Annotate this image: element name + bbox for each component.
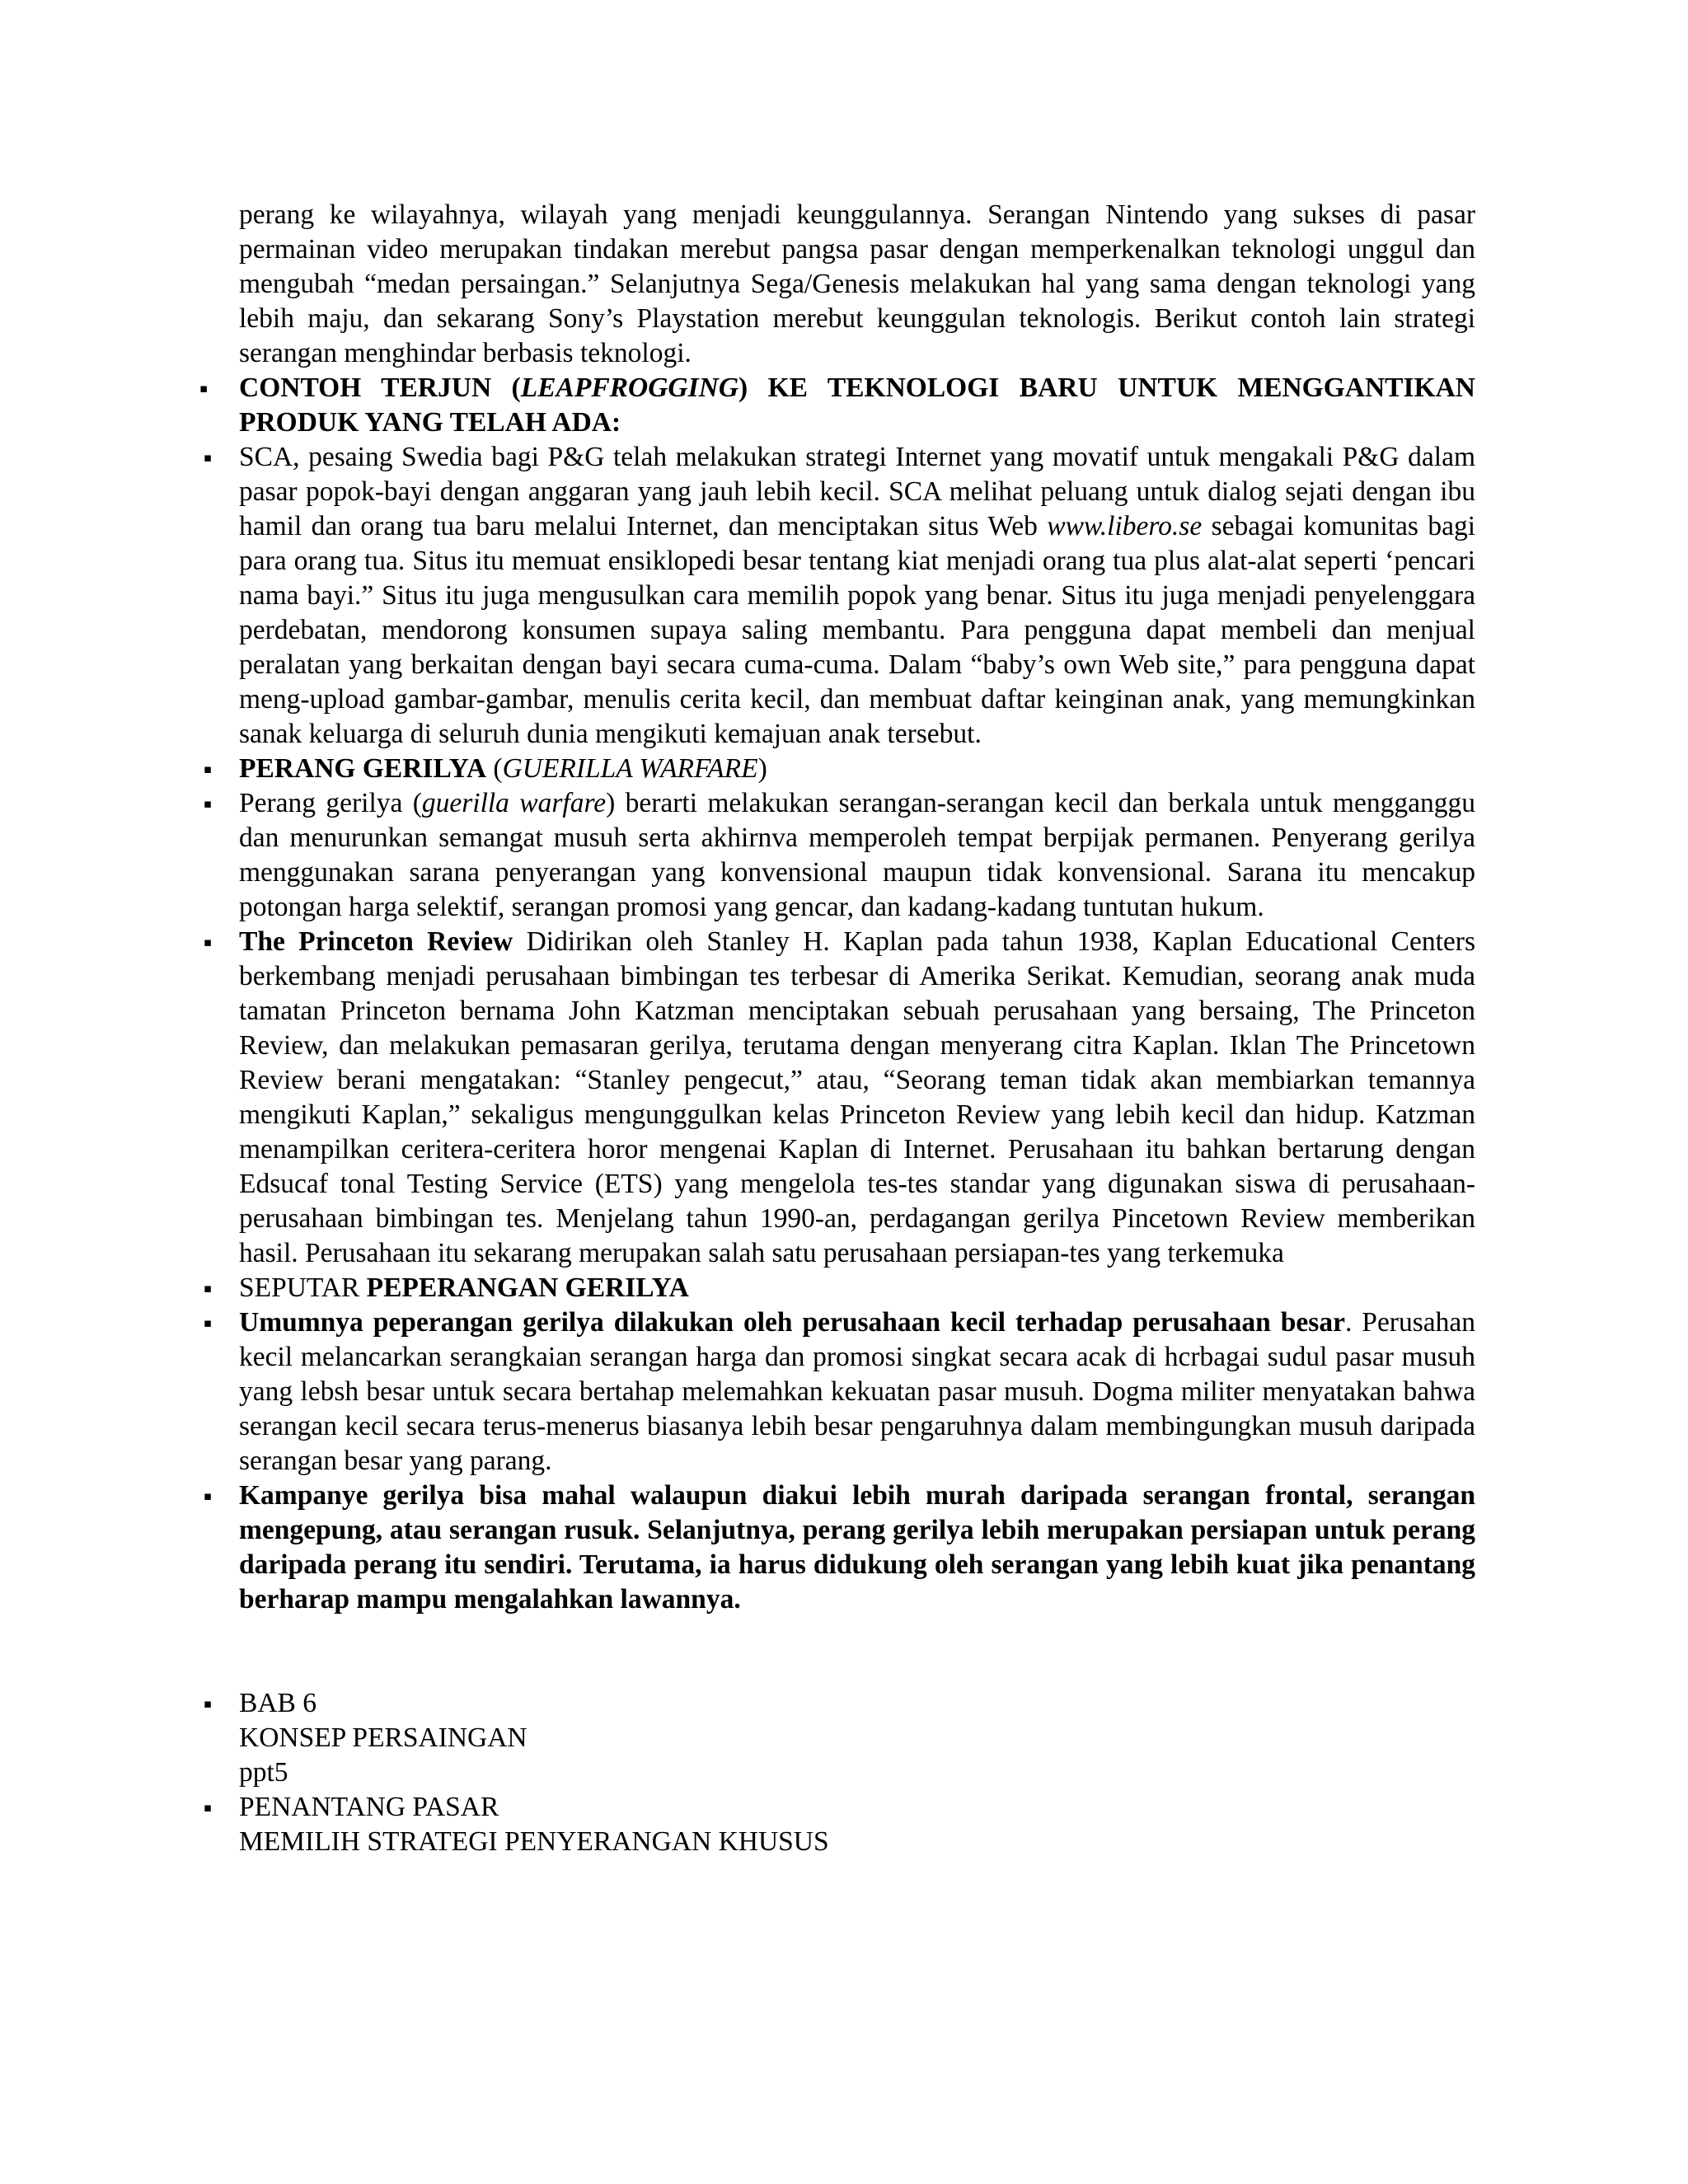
heading-text-part2: ) KE TEKNOLOGI BARU UNTUK MENGGANTIKAN PRODUK YANG TELAH ADA: xyxy=(239,373,1475,438)
list-item-guerilla-heading xyxy=(203,752,1475,786)
sca-text-2: sebagai komunitas bagi para orang tua. Situs itu memuat ensiklopedi besar tentang kiat menjadi orang tua plus alat-alat seperti ‘pencari nama bayi.” Situs itu juga mengusulkan cara memilih popok yang benar. Situs itu juga menjadi penyelenggara perdebatan, mendorong konsumen supaya saling membantu. Para pengguna dapat membeli dan menjual peralatan yang berkaitan dengan bayi secara cuma-cuma. Dalam “baby’s own Web site,” para pengguna dapat meng-upload gambar-gambar, menulis cerita kecil, dan membuat daftar keinginan anak, yang memungkinkan sanak keluarga di seluruh dunia mengikuti kemajuan anak tersebut. xyxy=(239,511,1475,749)
list-item-kampanye xyxy=(203,1479,1475,1617)
list-item-guerilla-definition xyxy=(203,786,1475,925)
bullet-icon: ▪ xyxy=(203,1800,213,1815)
intro-paragraph: perang ke wilayahnya, wilayah yang menjadi keunggulannya. Serangan Nintendo yang sukses di pasar permainan video merupakan tindakan merebut pangsa pasar dengan memperkenalkan teknologi unggul dan mengubah “medan persaingan.” Selanjutnya Sega/Genesis melakukan hal yang sama dengan teknologi yang lebih maju, dan sekarang Sony’s Playstation merebut keunggulan teknologis. Berikut contoh lain strategi serangan menghindar berbasis teknologi. xyxy=(239,199,1475,368)
guerilla-def-italic: guerilla warfare xyxy=(421,788,607,818)
list-item-umumnya xyxy=(203,1305,1475,1479)
heading-text-italic: LEAPFROGGING xyxy=(520,373,739,403)
document-page xyxy=(199,198,1475,1859)
guerilla-heading-bold: PERANG GERILYA xyxy=(239,753,487,784)
seputar-bold: PEPERANGAN GERILYA xyxy=(366,1272,689,1303)
bullet-icon: ▪ xyxy=(199,381,209,396)
bullet-icon: ▪ xyxy=(203,1281,213,1296)
heading-text-part1: CONTOH TERJUN ( xyxy=(239,373,521,403)
bullet-icon: ▪ xyxy=(203,1488,213,1503)
list-item-sca xyxy=(203,440,1475,752)
list-item-penantang xyxy=(203,1790,1475,1859)
bab6-line-1: BAB 6 xyxy=(239,1688,317,1718)
sca-text-1: SCA, pesaing Swedia bagi P&G telah melakukan strategi Internet yang movatif untuk mengakali P&G dalam pasar popok-bayi dengan anggaran yang jauh lebih kecil. SCA melihat peluang untuk dialog sejati dengan ibu hamil dan orang tua baru melalui Internet, dan menciptakan situs Web xyxy=(239,442,1475,541)
bullet-icon: ▪ xyxy=(203,1315,213,1330)
guerilla-def-text-1: Perang gerilya ( xyxy=(239,788,422,818)
bullet-icon: ▪ xyxy=(203,762,213,776)
list-item-seputar xyxy=(203,1271,1475,1305)
guerilla-heading-italic: GUERILLA WARFARE xyxy=(502,753,758,784)
penantang-line-2: MEMILIH STRATEGI PENYERANGAN KHUSUS xyxy=(239,1826,829,1857)
umumnya-text: . Perusahan kecil melancarkan serangkaian serangan harga dan promosi singkat secara acak di hcrbagai sudul pasar musuh yang lebsh besar untuk secara bertahap melemahkan kekuatan pasar musuh. Dogma militer menyatakan bahwa serangan kecil secara terus-menerus biasanya lebih besar pengaruhnya dalam membingungkan musuh daripada serangan besar yang parang. xyxy=(239,1307,1475,1476)
bullet-icon: ▪ xyxy=(203,1696,213,1711)
bullet-icon: ▪ xyxy=(203,796,213,811)
sca-website-link: www.libero.se xyxy=(1047,511,1203,541)
bullet-icon: ▪ xyxy=(203,450,213,465)
penantang-line-1: PENANTANG PASAR xyxy=(239,1792,499,1822)
umumnya-bold: Umumnya peperangan gerilya dilakukan oleh perusahaan kecil terhadap perusahaan besar xyxy=(239,1307,1345,1338)
kampanye-bold: Kampanye gerilya bisa mahal walaupun diakui lebih murah daripada serangan frontal, serangan mengepung, atau serangan rusuk. Selanjutnya, perang gerilya lebih merupakan persiapan untuk perang daripada perang itu sendiri. Terutama, ia harus didukung oleh serangan yang lebih kuat jika penantang berharap mampu mengalahkan lawannya. xyxy=(239,1480,1475,1615)
spacer xyxy=(239,1617,1475,1686)
bab6-line-3: ppt5 xyxy=(239,1757,288,1788)
princeton-title: The Princeton Review xyxy=(239,926,513,957)
list-item-princeton-review xyxy=(203,925,1475,1271)
seputar-normal: SEPUTAR xyxy=(239,1272,367,1303)
list-item-leapfrog-heading xyxy=(199,371,1475,440)
guerilla-heading-open: ( xyxy=(486,753,503,784)
princeton-text: Didirikan oleh Stanley H. Kaplan pada tahun 1938, Kaplan Educational Centers berkembang menjadi perusahaan bimbingan tes terbesar di Amerika Serikat. Kemudian, seorang anak muda tamatan Princeton bernama John Katzman menciptakan sebuah perusahaan yang bersaing, The Princeton Review, dan melakukan pemasaran gerilya, terutama dengan menyerang citra Kaplan. Iklan The Princetown Review berani mengatakan: “Stanley pengecut,” atau, “Seorang teman tidak akan membiarkan temannya mengikuti Kaplan,” sekaligus mengunggulkan kelas Princeton Review yang lebih kecil dan hidup. Katzman menampilkan ceritera-ceritera horor mengenai Kaplan di Internet. Perusahaan itu bahkan bertarung dengan Edsucaf tonal Testing Service (ETS) yang mengelola tes-tes standar yang digunakan siswa di perusahaan-perusahaan bimbingan tes. Menjelang tahun 1990-an, perdagangan gerilya Pincetown Review memberikan hasil. Perusahaan itu sekarang merupakan salah satu perusahaan persiapan-tes yang terkemuka xyxy=(239,926,1475,1268)
list-item-bab6 xyxy=(203,1686,1475,1790)
guerilla-heading-close: ) xyxy=(757,753,767,784)
guerilla-def-text-2: ) berarti melakukan serangan-serangan kecil dan berkala untuk mengganggu dan menurunkan semangat musuh serta akhirnva memperoleh tempat berpijak permanen. Penyerang gerilya menggunakan sarana penyerangan yang konvensional maupun tidak konvensional. Sarana itu mencakup potongan harga selektif, serangan promosi yang gencar, dan kadang-kadang tuntutan hukum. xyxy=(239,788,1475,922)
bab6-line-2: KONSEP PERSAINGAN xyxy=(239,1722,528,1753)
bullet-icon: ▪ xyxy=(203,935,213,949)
